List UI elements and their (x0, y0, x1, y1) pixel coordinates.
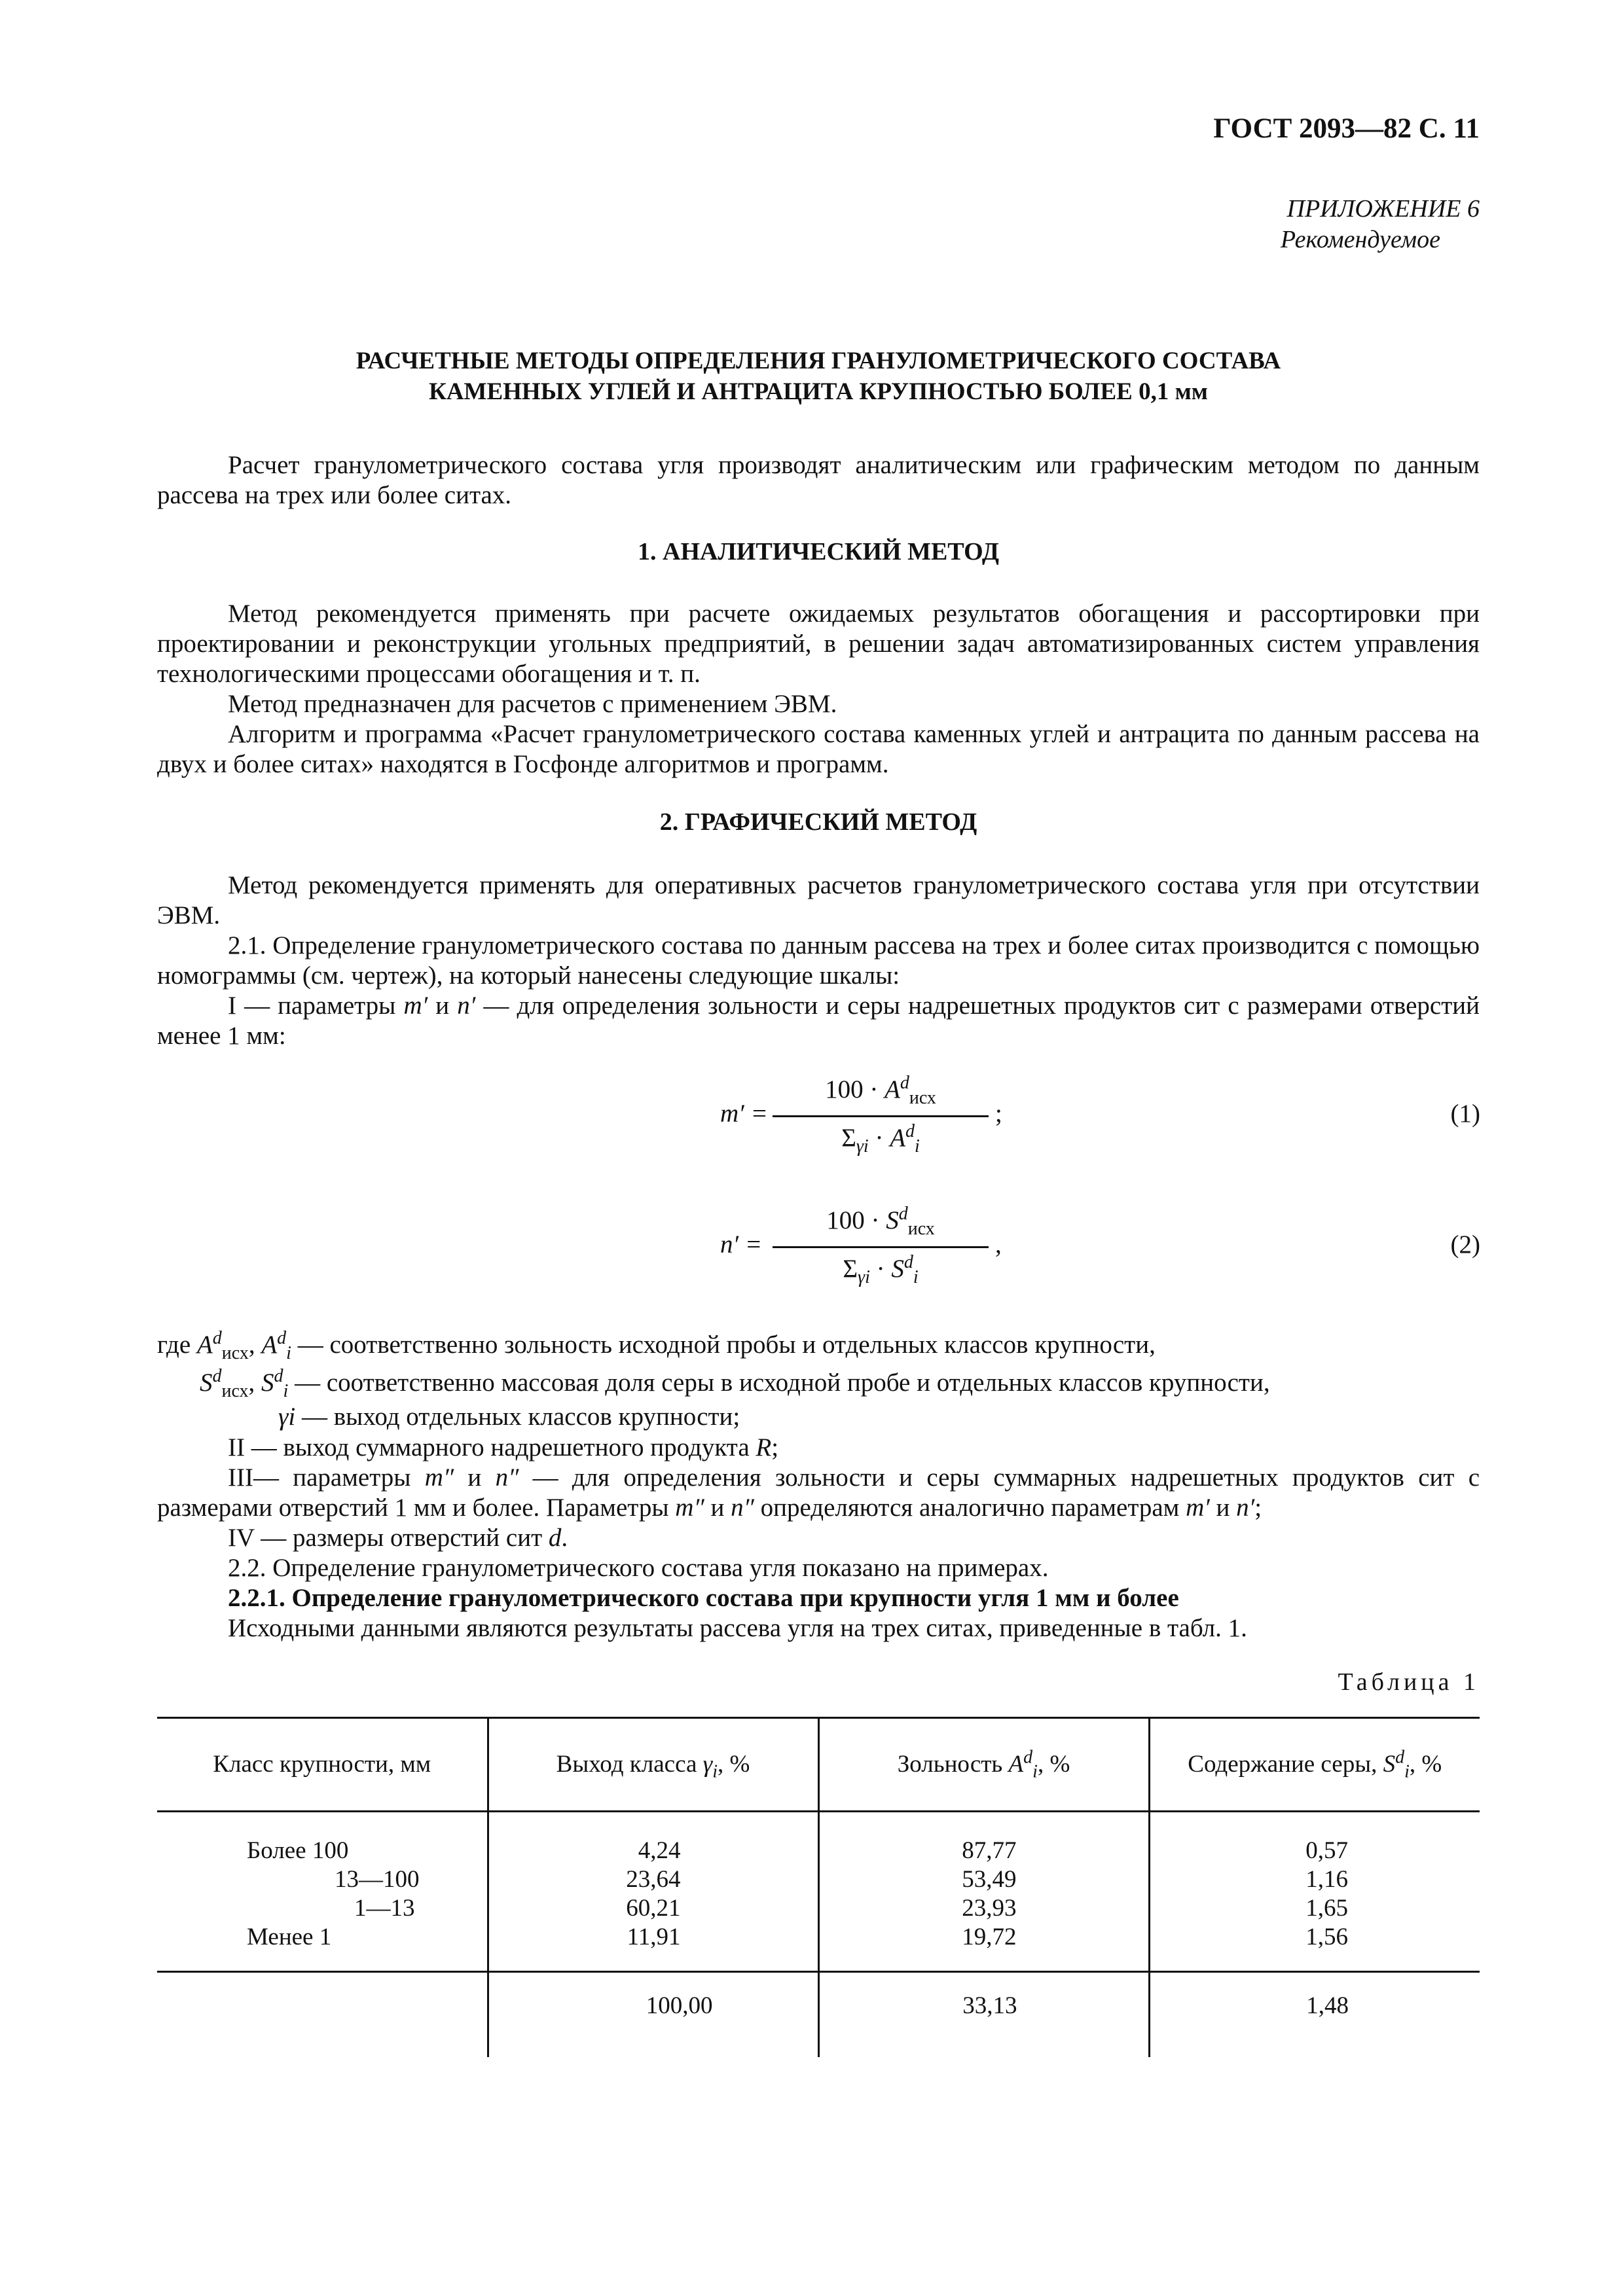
scale-3-description: III— параметры m″ и n″ — для определения зольности и серы суммарных надрешетных продуктов сит с размерами отверстий 1 мм и более. Параметры m″ и n″ определяются аналогично параметрам m′ и n′; (157, 1463, 1480, 1522)
formula-2-denominator: $\Sigma_{\gamma i} \cdot S^d_i$ (843, 1252, 919, 1287)
ash-cell: 53,49 (962, 1866, 1017, 1893)
class-cell: 1—13 (354, 1895, 415, 1922)
ash-cell: 19,72 (962, 1924, 1017, 1950)
formula-1-fraction-bar (773, 1115, 989, 1117)
formula-1-denominator: $\Sigma_{\gamma i} \cdot A^d_i$ (841, 1121, 920, 1157)
definition-ash: где $A^d_{исх}$, $A^d_i$ — соответственно зольность исходной пробы и отдельных классов крупности, (157, 1328, 1156, 1363)
sulfur-cell: 0,57 (1305, 1837, 1348, 1864)
header-yield: Выход класса $\gamma_i$, % (488, 1718, 818, 1812)
formula-2-fraction-bar (773, 1246, 989, 1248)
total-sulfur: 1,48 (1149, 1972, 1480, 2058)
table-header-row (157, 1718, 1480, 1812)
table-caption: Таблица 1 (1338, 1668, 1480, 1696)
formula-1-number: (1) (1450, 1100, 1480, 1128)
total-ash: 33,13 (818, 1972, 1149, 2058)
formula-2: n′ = $100 \cdot S^d_{исх}$ $\Sigma_{\gamma i} \cdot S^d_i$ , (720, 1204, 1002, 1287)
intro-paragraph: Расчет гранулометрического состава угля производят аналитическим или графическим методом по данным рассева на трех или более ситах. (157, 451, 1480, 509)
paragraph-2-2-1-heading: 2.2.1. Определение гранулометрического состава при крупности угля 1 мм и более (228, 1584, 1179, 1612)
sulfur-column (1149, 1812, 1480, 1972)
formula-1: m′ = $100 \cdot A^d_{исх}$ $\Sigma_{\gamma i} \cdot A^d_i$ ; (720, 1073, 1002, 1157)
ash-cell: 23,93 (962, 1895, 1017, 1922)
header-ash: Зольность $A^d_i$, % (818, 1718, 1149, 1812)
ash-column (818, 1812, 1149, 1972)
class-cell: Менее 1 (247, 1924, 332, 1950)
yield-cell: 4,24 (638, 1837, 681, 1864)
yield-cell: 60,21 (626, 1895, 681, 1922)
scale-1-description: I — параметры m′ и n′ — для определения зольности и серы надрешетных продуктов сит с размерами отверстий менее 1 мм: (157, 992, 1480, 1050)
section-1-paragraph-3: Алгоритм и программа «Расчет гранулометрического состава каменных углей и антрацита по данным рассева на двух и более ситах» находятся в Госфонде алгоритмов и программ. (157, 720, 1480, 778)
formula-1-numerator: $100 \cdot A^d_{исх}$ (825, 1073, 936, 1108)
class-cell: 13—100 (335, 1866, 420, 1893)
sulfur-cell: 1,65 (1305, 1895, 1348, 1922)
table-body-row (157, 1812, 1480, 1972)
formula-2-number: (2) (1450, 1230, 1480, 1259)
total-label-cell (157, 1972, 488, 2058)
section-2-paragraph-1: Метод рекомендуется применять для оперативных расчетов гранулометрического состава угля при отсутствии ЭВМ. (157, 871, 1480, 929)
document-title (157, 346, 1480, 407)
sieve-results-table (157, 1717, 1480, 2057)
definition-yield: γi — выход отдельных классов крупности; (278, 1403, 740, 1431)
section-2-paragraph-2: 2.1. Определение гранулометрического состава по данным рассева на трех и более ситах производится с помощью номограммы (см. чертеж), на который нанесены следующие шкалы: (157, 931, 1480, 990)
sulfur-cell: 1,56 (1305, 1924, 1348, 1950)
table-total-row (157, 1972, 1480, 2058)
header-sulfur: Содержание серы, $S^d_i$, % (1149, 1718, 1480, 1812)
yield-cell: 11,91 (627, 1924, 681, 1950)
section-2-heading: 2. ГРАФИЧЕСКИЙ МЕТОД (659, 808, 977, 836)
yield-cell: 23,64 (626, 1866, 681, 1893)
definition-sulfur: $S^d_{исх}$, $S^d_i$ — соответственно массовая доля серы в исходной пробе и отдельных классов крупности, (200, 1366, 1270, 1401)
appendix-status: Рекомендуемое (1280, 226, 1440, 253)
class-cell: Более 100 (247, 1837, 349, 1864)
paragraph-2-2: 2.2. Определение гранулометрического состава угля показано на примерах. (228, 1554, 1049, 1582)
section-1-heading: 1. АНАЛИТИЧЕСКИЙ МЕТОД (638, 538, 999, 565)
sulfur-cell: 1,16 (1305, 1866, 1348, 1893)
header-class: Класс крупности, мм (157, 1718, 488, 1812)
appendix-label: ПРИЛОЖЕНИЕ 6 (1286, 195, 1480, 223)
title-line-2: КАМЕННЫХ УГЛЕЙ И АНТРАЦИТА КРУПНОСТЬЮ БОЛЕЕ 0,1 мм (428, 378, 1209, 405)
total-yield: 100,00 (488, 1972, 818, 2058)
standard-page-code: ГОСТ 2093—82 С. 11 (1213, 113, 1480, 144)
section-1-paragraph-2: Метод предназначен для расчетов с применением ЭВМ. (228, 690, 837, 718)
formula-2-numerator: $100 \cdot S^d_{исх}$ (826, 1204, 935, 1239)
class-column (157, 1812, 488, 1972)
scale-4-description: IV — размеры отверстий сит d. (228, 1524, 568, 1552)
yield-column (488, 1812, 818, 1972)
title-line-1: РАСЧЕТНЫЕ МЕТОДЫ ОПРЕДЕЛЕНИЯ ГРАНУЛОМЕТРИЧЕСКОГО СОСТАВА (356, 348, 1281, 374)
paragraph-source-data: Исходными данными являются результаты рассева угля на трех ситах, приведенные в табл. 1. (228, 1614, 1247, 1642)
ash-cell: 87,77 (962, 1837, 1017, 1864)
scale-2-description: II — выход суммарного надрешетного продукта R; (228, 1433, 779, 1462)
section-1-paragraph-1: Метод рекомендуется применять при расчете ожидаемых результатов обогащения и рассортировки при проектировании и реконструкции угольных предприятий, в решении задач автоматизированных систем управления технологическими процессами обогащения и т. п. (157, 600, 1480, 688)
